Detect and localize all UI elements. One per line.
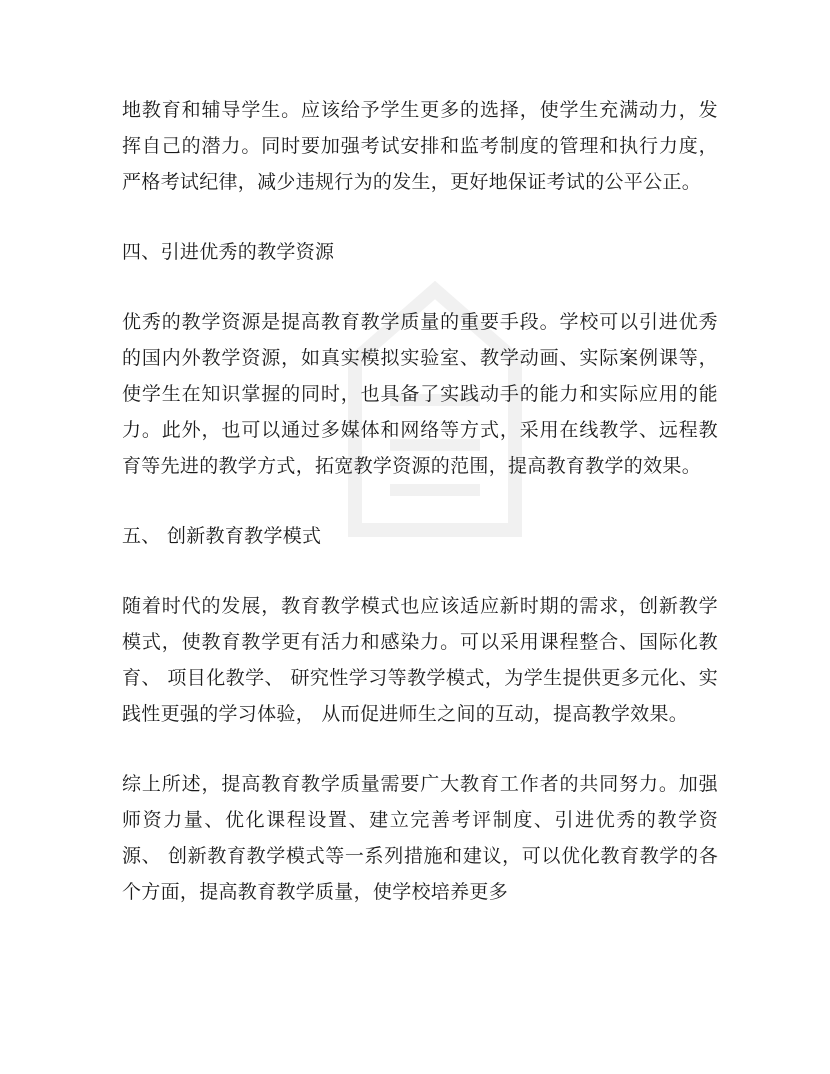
section-heading-teaching-resources: 四、引进优秀的教学资源 [122,241,335,263]
paragraph-teaching-resources: 优秀的教学资源是提高教育教学质量的重要手段。学校可以引进优秀的国内外教学资源，如真实模拟实验室、教学动画、实际案例课等，使学生在知识掌握的同时，也具备了实践动手的能力和实际应用的能力。此外，也可以通过多媒体和网络等方式，采用在线教学、远程教育等先进的教学方式，拓宽教学资源的范围，提高教育教学的效果。 [122,311,718,477]
paragraph-exam-management: 地教育和辅导学生。应该给予学生更多的选择，使学生充满动力，发挥自己的潜力。同时要加强考试安排和监考制度的管理和执行力度，严格考试纪律，减少违规行为的发生，更好地保证考试的公平公正。 [122,99,718,193]
paragraph-teaching-models: 随着时代的发展，教育教学模式也应该适应新时期的需求，创新教学模式，使教育教学更有活力和感染力。可以采用课程整合、国际化教育、 项目化教学、 研究性学习等教学模式，为学生提供更多元化、实践性更强的学习体验， 从而促进师生之间的互动，提高教学效果。 [122,595,718,725]
document-body [122,92,718,944]
section-heading-teaching-models: 五、 创新教育教学模式 [122,525,322,547]
paragraph-conclusion: 综上所述，提高教育教学质量需要广大教育工作者的共同努力。加强师资力量、优化课程设置、建立完善考评制度、引进优秀的教学资源、 创新教育教学模式等一系列措施和建议，可以优化教育教学的各个方面，提高教育教学质量，使学校培养更多 [122,773,718,903]
